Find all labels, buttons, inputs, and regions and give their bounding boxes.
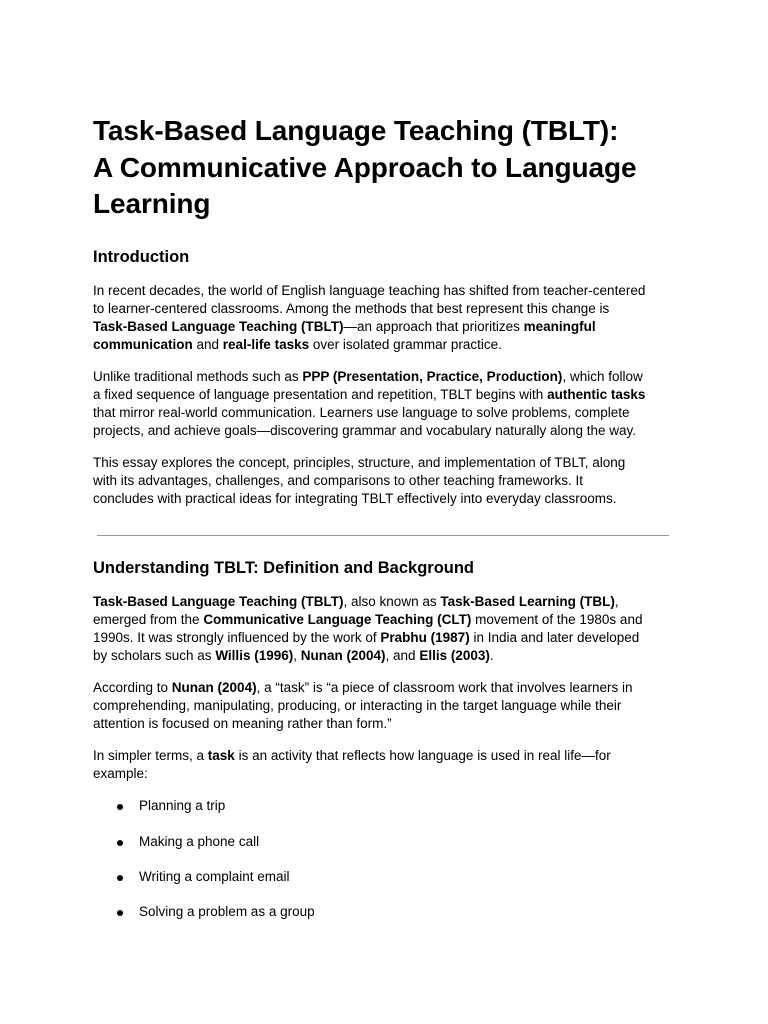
list-item-label: Planning a trip (139, 798, 226, 814)
text-line: In recent decades, the world of English language teaching has shifted from teacher-centered (93, 282, 646, 298)
bold-term: Prabhu (1987) (380, 629, 470, 645)
text-line: concludes with practical ideas for integrating TBLT effectively into everyday classrooms. (93, 491, 617, 507)
text-run: , also known as (343, 593, 441, 609)
task-examples-list (93, 797, 683, 921)
text-line: projects, and achieve goals—discovering grammar and vocabulary naturally along the way. (93, 423, 637, 439)
text-line (93, 593, 683, 611)
bold-term: Communicative Language Teaching (CLT) (203, 611, 472, 627)
text-run: in India and later developed (469, 629, 640, 645)
bold-term: Nunan (2004) (300, 647, 386, 663)
bold-term: Task-Based Language Teaching (TBLT) (93, 318, 344, 334)
bullet-icon (117, 910, 123, 916)
introduction-paragraph-3 (93, 454, 683, 508)
list-item (93, 833, 683, 851)
list-item (93, 868, 683, 886)
text-run: movement of the 1980s and (471, 611, 643, 627)
text-line: that mirror real-world communication. Learners use language to solve problems, complete (93, 405, 630, 421)
bold-term: Task-Based Learning (TBL) (440, 593, 615, 609)
bold-term: communication (93, 336, 193, 352)
list-item (93, 903, 683, 921)
text-line (93, 336, 683, 354)
bold-term: task (207, 748, 235, 764)
text-run: by scholars such as (93, 647, 216, 663)
text-run: , (293, 647, 301, 663)
introduction-paragraph-1 (93, 282, 683, 354)
text-line (93, 679, 683, 697)
text-run: According to (93, 679, 172, 695)
bold-term: PPP (Presentation, Practice, Production) (302, 368, 563, 384)
bullet-icon (117, 840, 123, 846)
bold-term: Nunan (2004) (171, 679, 257, 695)
title-line: Learning (93, 188, 211, 219)
bullet-icon (117, 804, 123, 810)
understanding-paragraph-3 (93, 747, 683, 783)
text-line: attention is focused on meaning rather than form.” (93, 716, 392, 732)
text-run: In simpler terms, a (93, 748, 208, 764)
text-run: is an activity that reflects how language is used in real life—for (234, 748, 611, 764)
section-divider (97, 535, 669, 536)
text-line: comprehending, manipulating, producing, or interacting in the target language while their (93, 698, 622, 713)
text-line (93, 611, 683, 629)
text-line: with its advantages, challenges, and comparisons to other teaching frameworks. It (93, 473, 584, 489)
text-run: Unlike traditional methods such as (93, 368, 303, 384)
text-line (93, 368, 683, 386)
bold-term: Ellis (2003) (419, 647, 490, 663)
text-run: , (614, 593, 619, 609)
text-run: , a “task” is “a piece of classroom work that involves learners in (256, 679, 633, 695)
document-page (93, 113, 683, 939)
bold-term: Willis (1996) (215, 647, 294, 663)
text-run: a fixed sequence of language presentation and repetition, TBLT begins with (93, 386, 548, 402)
text-line: example: (93, 766, 148, 782)
bullet-icon (117, 875, 123, 881)
bold-term: Task-Based Language Teaching (TBLT) (93, 593, 344, 609)
list-item-label: Writing a complaint email (139, 868, 290, 884)
understanding-paragraph-1 (93, 593, 683, 665)
introduction-paragraph-2 (93, 368, 683, 440)
text-run: over isolated grammar practice. (309, 336, 502, 352)
text-line (93, 629, 683, 647)
document-title (93, 113, 683, 223)
text-run: . (489, 647, 494, 663)
text-run: emerged from the (93, 611, 204, 627)
title-line: A Communicative Approach to Language (93, 151, 637, 183)
bold-term: meaningful (523, 318, 596, 334)
bold-term: authentic tasks (547, 386, 646, 402)
text-line: to learner-centered classrooms. Among the methods that best represent this change is (93, 300, 610, 316)
text-line: This essay explores the concept, principles, structure, and implementation of TBLT, along (93, 455, 626, 471)
text-line (93, 386, 683, 404)
list-item-label: Solving a problem as a group (139, 904, 315, 920)
list-item (93, 797, 683, 815)
text-line (93, 318, 683, 336)
text-run: —an approach that prioritizes (343, 318, 524, 334)
title-line: Task-Based Language Teaching (TBLT): (93, 115, 619, 146)
text-run: , which follow (562, 368, 643, 384)
text-run: , and (385, 647, 420, 663)
introduction-heading: Introduction (93, 247, 190, 266)
bold-term: real-life tasks (222, 336, 310, 352)
text-run: and (192, 336, 223, 352)
text-run: 1990s. It was strongly influenced by the work of (93, 629, 381, 645)
text-line (93, 647, 683, 665)
text-line (93, 747, 683, 765)
list-item-label: Making a phone call (139, 833, 260, 849)
understanding-paragraph-2 (93, 679, 683, 733)
understanding-heading: Understanding TBLT: Definition and Background (93, 558, 475, 577)
